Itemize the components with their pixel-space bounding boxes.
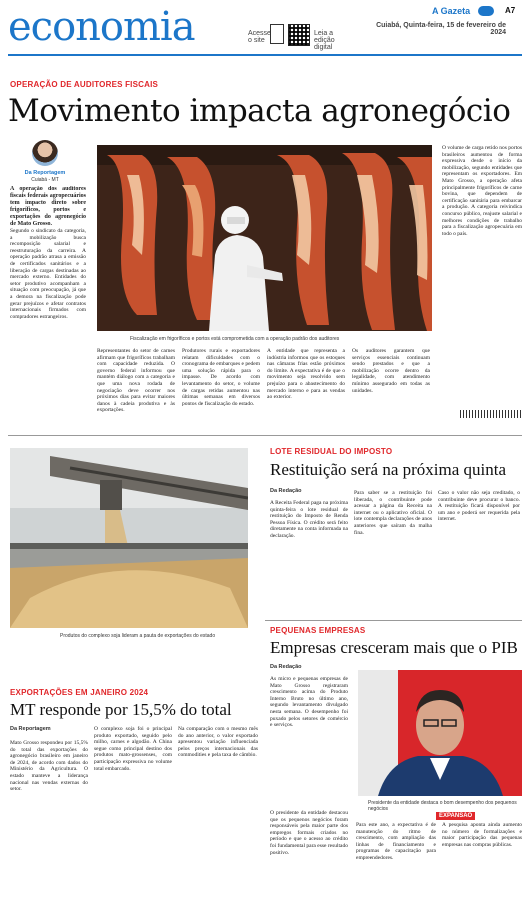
header-rule bbox=[8, 54, 522, 56]
brand-badge-icon bbox=[478, 6, 494, 16]
pib-col-2: Para este ano, a expectativa é de manutenção do ritmo de crescimento, com ampliação das linhas de financiamento e programas de capacitação para empreendedores. bbox=[356, 822, 436, 861]
restituicao-col-3: Caso o valor não seja creditado, o contribuinte deve procurar o banco. A restituição ficará disponível por um ano e poderá ser requerida pela internet. bbox=[438, 490, 520, 523]
author-avatar bbox=[32, 140, 58, 166]
soy-loading-photo bbox=[10, 448, 248, 628]
barcode-icon bbox=[460, 410, 522, 418]
pib-col-3: A pesquisa aponta ainda aumento no número de formalizações e maior participação das pequenas empresas nas compras públicas. bbox=[442, 822, 522, 848]
pib-divider bbox=[265, 620, 522, 621]
restituicao-kicker: LOTE RESIDUAL DO IMPOSTO bbox=[270, 447, 393, 456]
main-photo bbox=[97, 145, 432, 331]
restituicao-headline: Restituição será na próxima quinta bbox=[270, 460, 507, 479]
main-col-4: A entidade que representa a indústria informou que os estoques nas câmaras frias estão próximos do limite. A expectativa é de que o movimento seja resolvido sem prejuízo para o abastecimento do mercado interno e para as vendas ao exterior. bbox=[267, 348, 345, 401]
lead-paragraph: A operação dos auditores fiscais federais agropecuários tem impacto direto sobre frigoríficos, portos e exportações do agronegócio de Mato Grosso. bbox=[10, 186, 86, 226]
pib-kicker: PEQUENAS EMPRESAS bbox=[270, 626, 366, 635]
soy-photo-caption: Produtos do complexo soja lideram a pauta de exportações do estado bbox=[60, 633, 216, 639]
author-name: Da Reportagem bbox=[24, 170, 66, 176]
soy-photo bbox=[10, 448, 248, 628]
pib-photo bbox=[358, 670, 522, 796]
pib-byline: Da Redação bbox=[270, 664, 302, 670]
section-divider bbox=[8, 435, 522, 436]
main-side-col: O volume de carga retido nos portos brasileiros aumentou de forma expressiva desde o início da mobilização, segundo entidades que representam os exportadores. Em Mato Grosso, a operação afeta principalmente frigoríficos de carne bovina, que dependem de certificação sanitária para embarcar a produção. A categoria reivindica concurso público, reajuste salarial e melhores condições de trabalho para a fiscalização agropecuária em todo o país. bbox=[442, 145, 522, 237]
exportacao-col-1: Mato Grosso respondeu por 15,5% do total das exportações do agronegócio brasileiro em janeiro de 2024, de acordo com dados do Ministério da Agricultura. O estado manteve a liderança nacional nas vendas externas do setor. bbox=[10, 740, 88, 793]
promo-right-label: Leia a edição digital bbox=[314, 30, 335, 51]
restituicao-byline: Da Redação bbox=[270, 488, 302, 494]
meat-carcass-photo bbox=[97, 145, 432, 331]
pib-col-1: As micro e pequenas empresas de Mato Grosso registraram crescimento acima do Produto Interno Bruto no último ano, segundo levantamento divulgado nesta semana. O desempenho foi puxado pelos setores de comércio e serviços. bbox=[270, 676, 348, 729]
author-location: Cuiabá - MT bbox=[31, 177, 59, 183]
section-title: economia bbox=[8, 4, 195, 50]
exportacao-kicker: EXPORTAÇÕES EM JANEIRO 2024 bbox=[10, 688, 149, 697]
exportacao-col-2: O complexo soja foi o principal produto exportado, seguido pelo milho, carnes e algodão. A China segue como principal destino dos produtos mato-grossenses, com participação expressiva no volume total embarcado. bbox=[94, 726, 172, 772]
main-col-3: Produtores rurais e exportadores relatam dificuldades com o cronograma de embarques e pedem uma solução rápida para o impasse. De acordo com levantamento do setor, o volume de cargas retidas aumentou nas últimas semanas em diversos pontos de fiscalização do estado. bbox=[182, 348, 260, 407]
pib-tag: EXPANSÃO bbox=[436, 812, 475, 820]
tablet-icon bbox=[270, 24, 284, 44]
exportacao-col-3: Na comparação com o mesmo mês do ano anterior, o valor exportado apresentou variação influenciada pelos preços internacionais das commodities e pela taxa de câmbio. bbox=[178, 726, 258, 759]
brand-logo: A Gazeta bbox=[432, 6, 471, 16]
exportacao-byline: Da Reportagem bbox=[10, 726, 51, 732]
qr-code-icon[interactable] bbox=[288, 24, 310, 46]
pib-photo-caption: Presidente da entidade destaca o bom desempenho dos pequenos negócios bbox=[368, 800, 517, 812]
main-col-1: Segundo o sindicato da categoria, a mobilização busca recomposição salarial e reestruturação da carreira. A operação padrão atrasa a emissão de certificados sanitários e a liberação de cargas destinadas ao mercado externo. Entidades do setor produtivo acompanham a situação com preocupação, já que a demora na fiscalização pode gerar prejuízos e afetar contratos internacionais firmados com compradores estrangeiros. bbox=[10, 228, 86, 320]
restituicao-col-2: Para saber se a restituição foi liberada, o contribuinte pode acessar a página da Receita na internet ou o aplicativo oficial. O lote contempla declarações de anos anteriores que saíram da malha fina. bbox=[354, 490, 432, 536]
exportacao-headline: MT responde por 15,5% do total bbox=[10, 700, 232, 719]
promo-left-label: Acesse o site bbox=[248, 30, 271, 44]
pib-col-1b: O presidente da entidade destacou que os pequenos negócios foram responsáveis pela maior parte dos empregos formais criados no período e que o acesso ao crédito foi fundamental para esse resultado positivo. bbox=[270, 810, 348, 856]
main-photo-caption: Fiscalização em frigoríficos e portos está comprometida com a operação padrão dos auditores bbox=[130, 336, 340, 342]
main-col-2: Representantes do setor de carnes afirmam que frigoríficos trabalham com capacidade reduzida. O governo federal informou que mantém diálogo com a categoria e que uma nova rodada de negociação deve ocorrer nos próximos dias para evitar maiores danos à cadeia produtiva e às exportações. bbox=[97, 348, 175, 414]
restituicao-col-1: A Receita Federal paga na próxima quinta-feira o lote residual de restituição do Imposto de Renda Pessoa Física. O crédito será feito diretamente na conta informada na declaração. bbox=[270, 500, 348, 539]
page-number: A7 bbox=[505, 6, 516, 15]
pib-headline: Empresas cresceram mais que o PIB bbox=[270, 638, 518, 657]
portrait-photo bbox=[358, 670, 522, 796]
main-kicker: OPERAÇÃO DE AUDITORES FISCAIS bbox=[10, 80, 159, 89]
main-col-5: Os auditores garantem que serviços essenciais continuam sendo prestados e que a mobilização ocorre dentro da legalidade, com atendimento mínimo assegurado em todas as unidades. bbox=[352, 348, 430, 394]
issue-date: Cuiabá, Quinta-feira, 15 de fevereiro de 2024 bbox=[376, 22, 506, 36]
main-headline: Movimento impacta agronegócio bbox=[8, 93, 511, 129]
